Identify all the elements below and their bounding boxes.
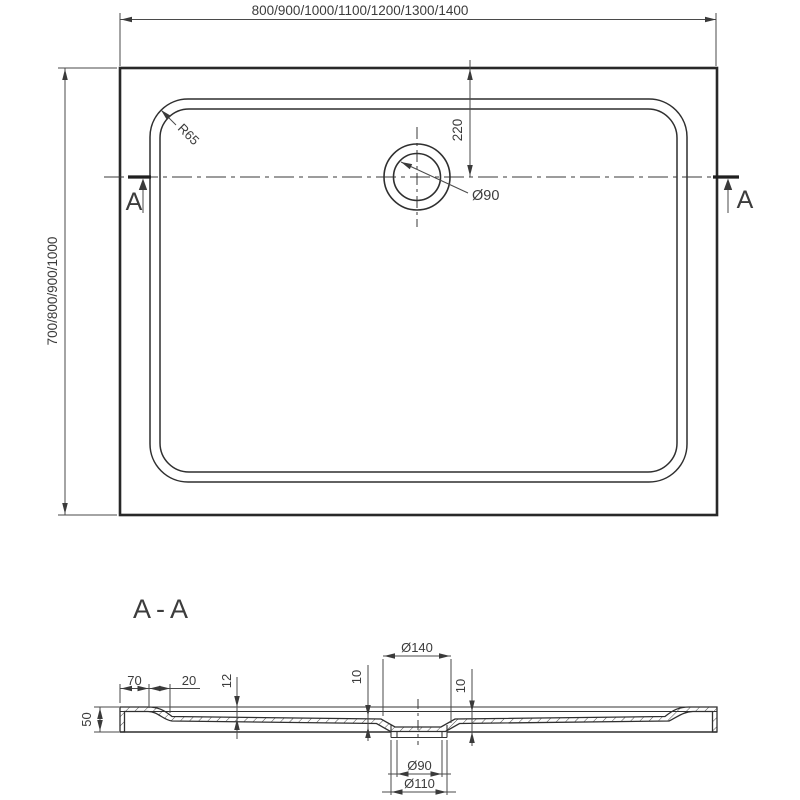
corner-radius-callout — [161, 110, 202, 148]
arrowhead-right — [436, 789, 447, 795]
top-view — [45, 3, 754, 515]
arrowhead-bottom — [62, 503, 68, 514]
section-letter: A — [736, 186, 754, 214]
arrowhead-right — [439, 653, 450, 659]
recess-depth-label: 10 — [349, 669, 364, 685]
depth-dimension-label: 700/800/900/1000 — [45, 236, 60, 346]
drain-offset-label: 220 — [450, 118, 465, 142]
arrowhead-up — [469, 732, 475, 743]
arrowhead-bottom — [97, 720, 103, 731]
tray-outer-edge — [120, 68, 717, 515]
drain-leader-arrowhead — [401, 162, 412, 169]
drain-hole-label: Ø90 — [407, 758, 432, 773]
marker-arrowhead — [724, 179, 732, 191]
rim-flat-width-label: 70 — [127, 673, 142, 688]
recess-diameter-dimension — [383, 640, 451, 723]
width-dimension — [120, 3, 716, 66]
rim-slope-width-label: 20 — [181, 673, 197, 688]
arrowhead-bottom — [467, 165, 473, 176]
width-dimension-label: 800/900/1000/1100/1200/1300/1400 — [251, 3, 469, 18]
arrowhead-down — [365, 705, 371, 716]
extension-lines — [58, 68, 117, 515]
arrowhead-left — [121, 17, 132, 23]
drain-offset-dimension — [450, 60, 473, 177]
recess-depth-dimension — [349, 665, 371, 741]
section-marker-left — [126, 177, 151, 216]
section-marker-right — [713, 177, 754, 214]
section-view-title: A-A — [132, 594, 194, 624]
flange-diameter-label: Ø110 — [404, 776, 435, 791]
arrowhead-top — [467, 69, 473, 80]
basin-depth-label: 12 — [219, 673, 234, 689]
tray-height-label: 50 — [79, 712, 94, 727]
section-view — [79, 594, 717, 795]
drain-hole-dimension — [388, 740, 451, 777]
arrowhead — [150, 686, 161, 692]
underside-height-label: 10 — [453, 678, 468, 694]
arrowhead-down — [234, 696, 240, 707]
recess-diameter-label: Ø140 — [401, 640, 433, 655]
depth-dimension — [45, 68, 117, 515]
arrowhead-top — [97, 708, 103, 719]
extension-lines — [94, 707, 119, 732]
corner-radius-label: R65 — [174, 120, 203, 148]
arrowhead-left — [384, 653, 395, 659]
arrowhead-down — [469, 701, 475, 712]
drain-diameter-label: Ø90 — [472, 188, 500, 204]
arrowhead-right — [705, 17, 716, 23]
arrowhead-top — [62, 69, 68, 80]
basin-depth-dimension — [219, 674, 240, 739]
arrowhead — [159, 686, 170, 692]
extension-lines — [120, 13, 716, 66]
tray-height-dimension — [79, 707, 119, 732]
arrowhead-left — [392, 789, 403, 795]
basin-rim-inner — [160, 109, 677, 472]
extension-lines — [383, 659, 451, 723]
basin-rim-outer — [150, 99, 687, 482]
section-letter: A — [125, 188, 143, 216]
